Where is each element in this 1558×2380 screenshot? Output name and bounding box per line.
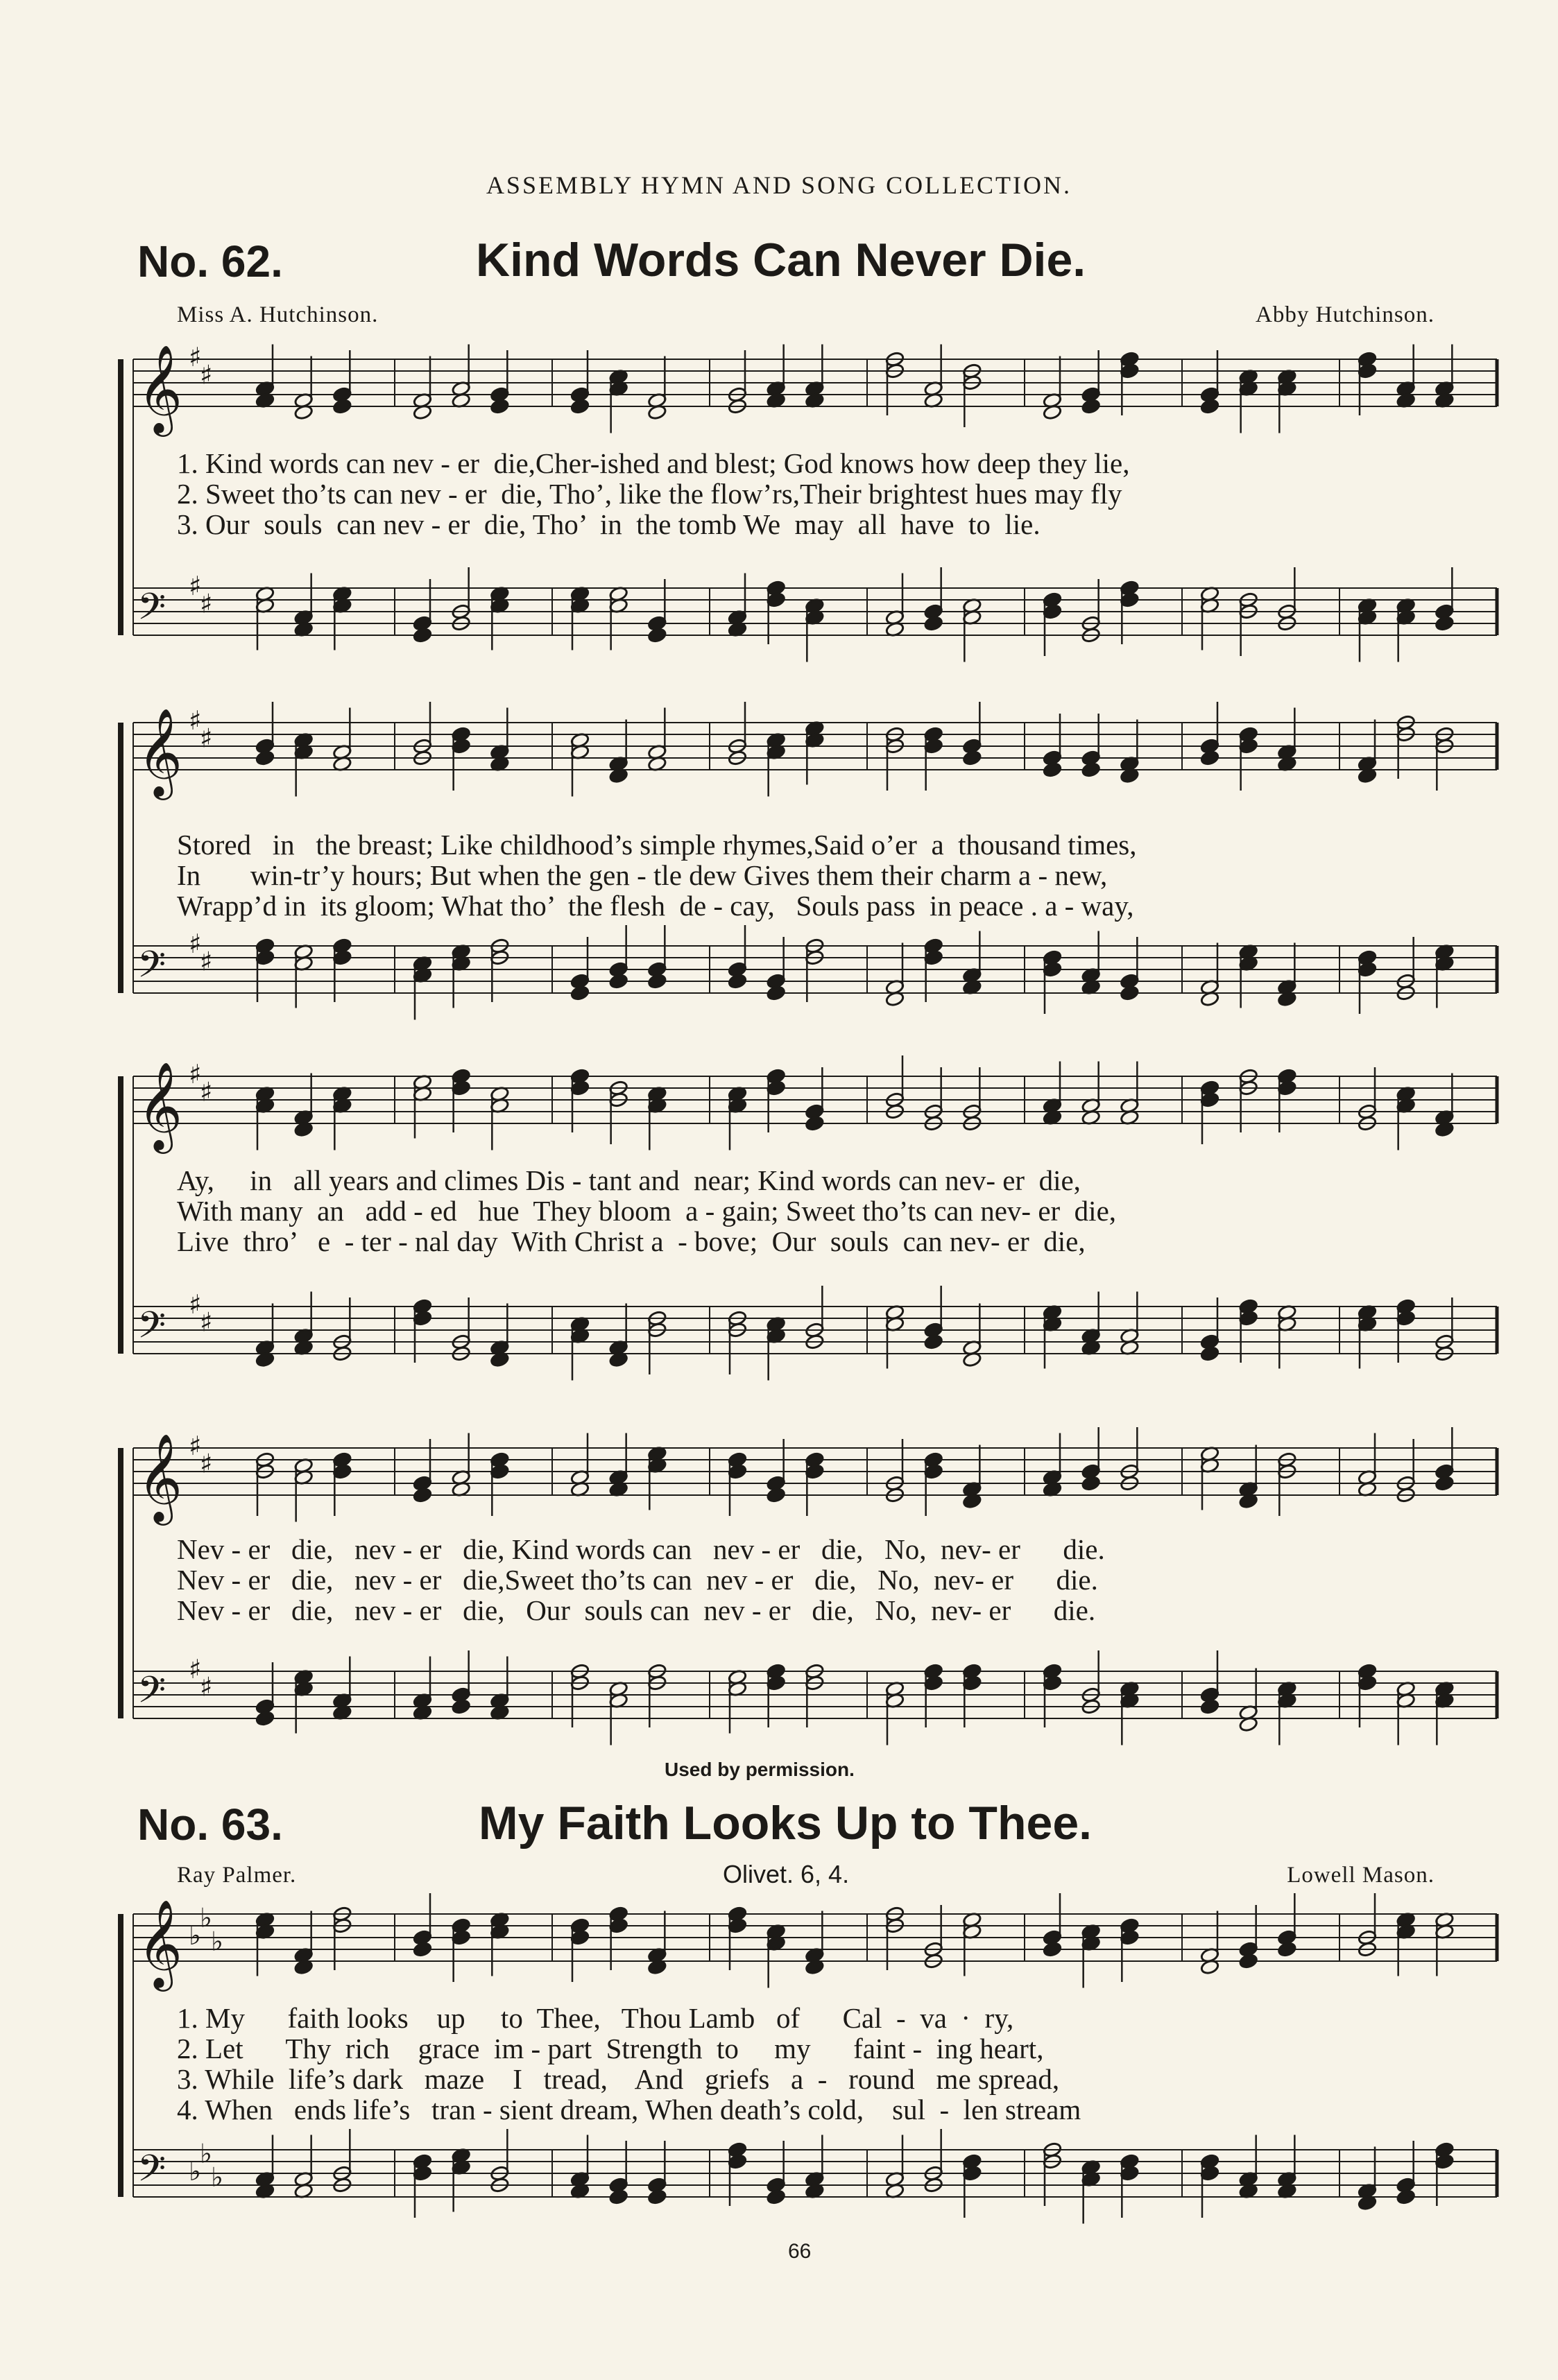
lyric-line: Nev - er die, nev - er die, Our souls can nev - er die, No, nev- er die.	[177, 1594, 1096, 1626]
bass-clef-icon: 𝄢	[137, 1304, 166, 1356]
hymn-62-title: Kind Words Can Never Die.	[476, 234, 1086, 286]
lyric-line: Stored in the breast; Like childhood’s simple rhymes,Said o’er a thousand times,	[177, 829, 1137, 861]
svg-text:♯: ♯	[189, 1059, 202, 1089]
page-number: 66	[788, 2240, 812, 2263]
svg-text:♯: ♯	[189, 342, 202, 372]
svg-text:♭: ♭	[211, 1926, 223, 1957]
svg-text:♯: ♯	[189, 705, 202, 736]
treble-clef-icon: 𝄞	[137, 1061, 183, 1150]
svg-text:♯: ♯	[189, 1431, 202, 1461]
svg-text:♭: ♭	[189, 2156, 201, 2187]
hymn-63-tune-meter: Olivet. 6, 4.	[723, 1860, 850, 1888]
svg-text:♭: ♭	[200, 1902, 212, 1933]
lyric-line: Ay, in all years and climes Dis - tant and near; Kind words can nev- er die,	[177, 1164, 1081, 1196]
svg-text:♯: ♯	[200, 1076, 213, 1107]
svg-text:♯: ♯	[200, 588, 213, 619]
running-head: ASSEMBLY HYMN AND SONG COLLECTION.	[486, 171, 1072, 199]
lyric-line: Live thro’ e - ter - nal day With Christ a - bove; Our souls can nev- er die,	[177, 1225, 1086, 1257]
lyric-line: 1. Kind words can nev - er die,Cher-ished and blest; God knows how deep they lie,	[177, 447, 1130, 479]
hymn-63-title: My Faith Looks Up to Thee.	[479, 1797, 1093, 1849]
svg-text:♭: ♭	[200, 2138, 212, 2169]
svg-text:♯: ♯	[200, 1671, 213, 1702]
hymn-63-music-credit: Lowell Mason.	[1287, 1863, 1435, 1888]
lyric-line: 4. When ends life’s tran - sient dream, When death’s cold, sul - len stream	[177, 2094, 1081, 2125]
svg-text:♯: ♯	[200, 723, 213, 754]
treble-clef-icon: 𝄞	[137, 344, 183, 433]
lyric-line: Nev - er die, nev - er die, Kind words can nev - er die, No, nev- er die.	[177, 1533, 1105, 1565]
svg-text:♯: ♯	[189, 1289, 202, 1320]
svg-text:♯: ♯	[189, 571, 202, 601]
hymn-62-number: No. 62.	[137, 236, 283, 286]
hymn-62-words-credit: Miss A. Hutchinson.	[177, 302, 379, 327]
svg-text:♯: ♯	[200, 946, 213, 977]
svg-text:♯: ♯	[200, 1307, 213, 1338]
svg-text:♭: ♭	[189, 1920, 201, 1951]
treble-clef-icon: 𝄞	[137, 1433, 183, 1521]
lyric-line: With many an add - ed hue They bloom a - gain; Sweet tho’ts can nev- er die,	[177, 1195, 1117, 1227]
hymn-63-words-credit: Ray Palmer.	[177, 1863, 297, 1888]
hymn-63-number: No. 63.	[137, 1800, 283, 1849]
svg-text:♯: ♯	[200, 1448, 213, 1479]
lyric-line: 2. Sweet tho’ts can nev - er die, Tho’, like the flow’rs,Their brightest hues may fly	[177, 478, 1122, 510]
lyric-line: 2. Let Thy rich grace im - part Strength to my faint - ing heart,	[177, 2033, 1044, 2064]
lyric-line: 3. Our souls can nev - er die, Tho’ in the tomb We may all have to lie.	[177, 508, 1041, 540]
lyric-line: 1. My faith looks up to Thee, Thou Lamb of Cal - va · ry,	[177, 2002, 1014, 2034]
svg-text:♭: ♭	[211, 2162, 223, 2193]
lyric-line: 3. While life’s dark maze I tread, And griefs a - round me spread,	[177, 2063, 1060, 2095]
treble-clef-icon: 𝄞	[137, 1899, 183, 1987]
hymn-62-music-credit: Abby Hutchinson.	[1256, 302, 1435, 327]
bass-clef-icon: 𝄢	[137, 1669, 166, 1721]
lyric-line: Wrapp’d in its gloom; What tho’ the flesh de - cay, Souls pass in peace . a - way,	[177, 890, 1134, 922]
treble-clef-icon: 𝄞	[137, 707, 183, 796]
flat-key-signature-icon	[189, 2139, 223, 2193]
bass-clef-icon: 𝄢	[137, 2148, 166, 2199]
bass-clef-icon: 𝄢	[137, 586, 166, 637]
lyric-line: Nev - er die, nev - er die,Sweet tho’ts can nev - er die, No, nev- er die.	[177, 1564, 1098, 1596]
svg-text:♯: ♯	[189, 1654, 202, 1684]
lyric-line: In win-tr’y hours; But when the gen - tle dew Gives them their charm a - new,	[177, 859, 1108, 891]
noteheads	[255, 2129, 1454, 2224]
permission-note: Used by permission.	[665, 1759, 855, 1780]
svg-text:♯: ♯	[189, 929, 202, 959]
svg-text:♯: ♯	[200, 359, 213, 390]
bass-clef-icon: 𝄢	[137, 944, 166, 995]
